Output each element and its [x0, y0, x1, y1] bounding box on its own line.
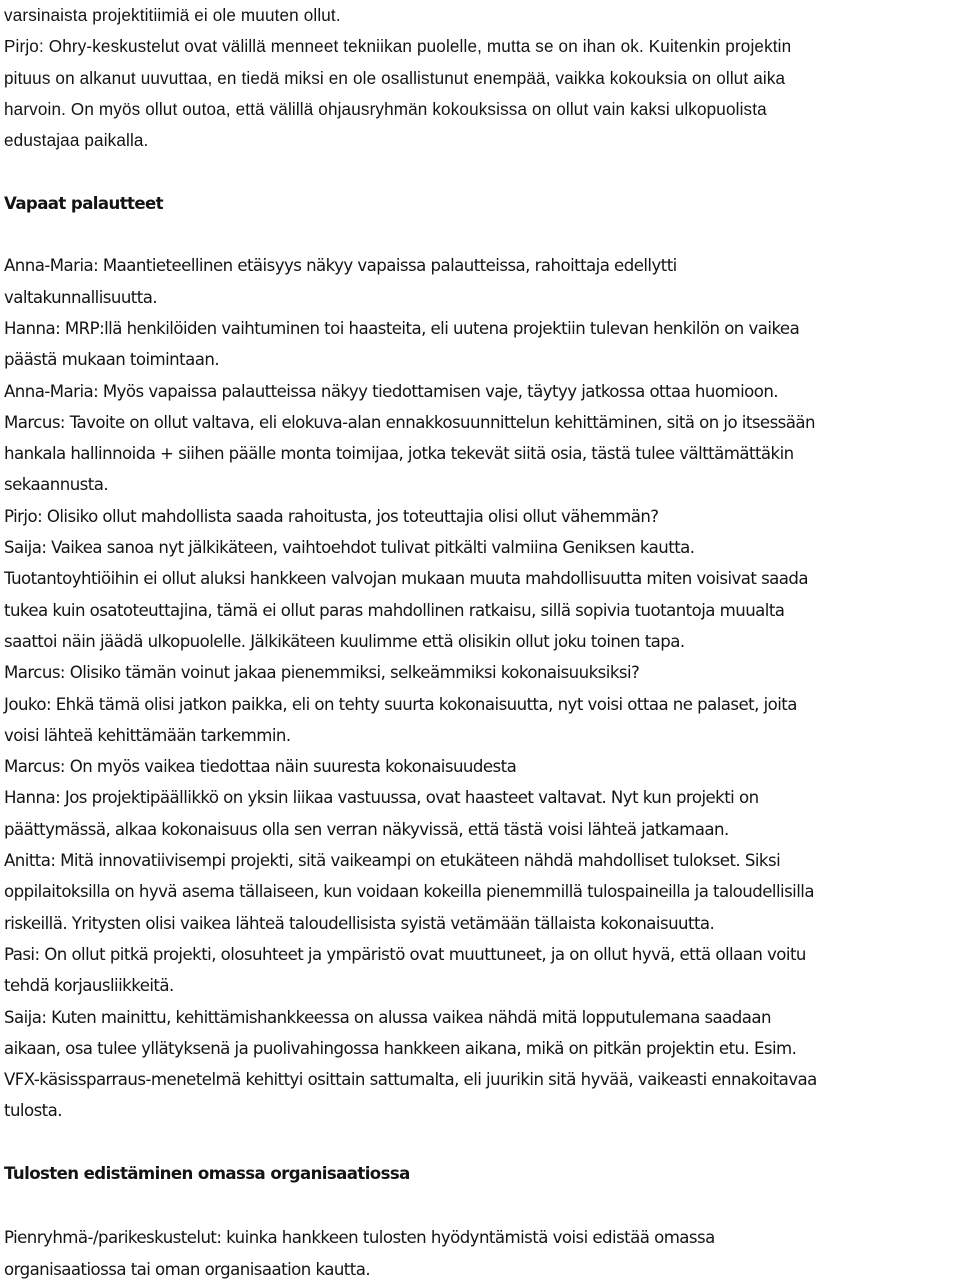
- body-line: Pasi: On ollut pitkä projekti, olosuhteet ja ympäristö ovat muuttuneet, ja on ollut hyvä, että ollaan voitu: [4, 944, 806, 964]
- body-line: Saija: Kuten mainittu, kehittämishankkeessa on alussa vaikea nähdä mitä lopputulemana saadaan: [4, 1007, 771, 1027]
- body-line: Anna-Maria: Maantieteellinen etäisyys näkyy vapaissa palautteissa, rahoittaja edellytti: [4, 256, 677, 276]
- body-line: oppilaitoksilla on hyvä asema tällaiseen, kun voidaan kokeilla pienemmillä tulospaineilla ja taloudellisilla: [4, 882, 814, 902]
- intro-line: harvoin. On myös ollut outoa, että välillä ohjausryhmän kokouksissa on ollut vain kaksi ulkopuolista: [4, 99, 767, 119]
- body-line: Pirjo: Olisiko ollut mahdollista saada rahoitusta, jos toteuttajia olisi ollut vähemmän?: [4, 506, 659, 526]
- paragraph-gap: [4, 1189, 956, 1222]
- body-line: voisi lähteä kehittämään tarkemmin.: [4, 725, 291, 745]
- body-line: Hanna: MRP:llä henkilöiden vaihtuminen toi haasteita, eli uutena projektiin tulevan henkilön on vaikea: [4, 318, 800, 338]
- intro-line: varsinaista projektitiimiä ei ole muuten ollut.: [4, 6, 341, 25]
- body-line: Marcus: On myös vaikea tiedottaa näin suuresta kokonaisuudesta: [4, 757, 517, 777]
- body-line: organisaatiossa tai oman organisaation kautta.: [4, 1259, 371, 1279]
- body-line: tukea kuin osatoteuttajina, tämä ei ollut paras mahdollinen ratkaisu, sillä sopivia tuotantoja muualta: [4, 600, 785, 620]
- body-line: tehdä korjausliikkeitä.: [4, 976, 174, 996]
- document-page: [4, 0, 956, 1285]
- body-line: Anitta: Mitä innovatiivisempi projekti, sitä vaikeampi on etukäteen nähdä mahdolliset tulokset. Siksi: [4, 851, 781, 871]
- paragraph-gap: [4, 1127, 956, 1158]
- body-line: VFX-käsissparraus-menetelmä kehittyi osittain sattumalta, eli juurikin sitä hyvää, vaikeasti ennakoitavaa: [4, 1070, 817, 1090]
- paragraph-gap: [4, 156, 956, 187]
- body-line: riskeillä. Yritysten olisi vaikea lähteä taloudellisista syistä vetämään tällaista kokonaisuutta.: [4, 913, 715, 933]
- body-line: saattoi näin jäädä ulkopuolelle. Jälkikäteen kuulimme että olisikin ollut joku toinen tapa.: [4, 631, 685, 651]
- body-line: Saija: Vaikea sanoa nyt jälkikäteen, vaihtoehdot tulivat pitkälti valmiina Geniksen kautta.: [4, 538, 695, 558]
- body-line: hankala hallinnoida + siihen päälle monta toimijaa, jotka tekevät siitä osia, tästä tulee välttämättäkin: [4, 444, 794, 464]
- body-line: Hanna: Jos projektipäällikkö on yksin liikaa vastuussa, ovat haasteet valtavat. Nyt kun projekti on: [4, 788, 759, 808]
- intro-line: edustajaa paikalla.: [4, 131, 149, 151]
- body-line: päättymässä, alkaa kokonaisuus olla sen verran näkyvissä, että tästä voisi lähteä jatkamaan.: [4, 819, 729, 839]
- body-line: tulosta.: [4, 1101, 62, 1121]
- intro-line: pituus on alkanut uuvuttaa, en tiedä miksi en ole osallistunut enempää, vaikka kokouksia on ollut aika: [4, 68, 786, 88]
- body-line: aikaan, osa tulee yllätyksenä ja puolivahingossa hankkeen aikana, mikä on pitkän projektin etu. Esim.: [4, 1038, 797, 1058]
- body-line: Pienryhmä-/parikeskustelut: kuinka hankkeen tulosten hyödyntämistä voisi edistää omassa: [4, 1228, 715, 1248]
- body-line: Jouko: Ehkä tämä olisi jatkon paikka, eli on tehty suurta kokonaisuutta, nyt voisi ottaa ne palaset, joita: [4, 694, 797, 714]
- body-line: päästä mukaan toimintaan.: [4, 350, 220, 370]
- body-line: sekaannusta.: [4, 475, 109, 495]
- body-line: valtakunnallisuutta.: [4, 287, 158, 307]
- section-heading: Tulosten edistäminen omassa organisaatiossa: [4, 1163, 410, 1183]
- body-line: Anna-Maria: Myös vapaissa palautteissa näkyy tiedottamisen vaje, täytyy jatkossa ottaa huomioon.: [4, 381, 779, 401]
- body-line: Marcus: Olisiko tämän voinut jakaa pienemmiksi, selkeämmiksi kokonaisuuksiksi?: [4, 663, 640, 683]
- body-line: Tuotantoyhtiöihin ei ollut aluksi hankkeen valvojan mukaan muuta mahdollisuutta miten voisivat saada: [4, 569, 809, 589]
- paragraph-gap: [4, 219, 956, 250]
- intro-line: Pirjo: Ohry-keskustelut ovat välillä menneet tekniikan puolelle, mutta se on ihan ok. Kuitenkin projektin: [4, 37, 792, 57]
- body-line: Marcus: Tavoite on ollut valtava, eli elokuva-alan ennakkosuunnittelun kehittäminen, sitä on jo itsessään: [4, 412, 815, 432]
- section-heading: Vapaat palautteet: [4, 193, 163, 213]
